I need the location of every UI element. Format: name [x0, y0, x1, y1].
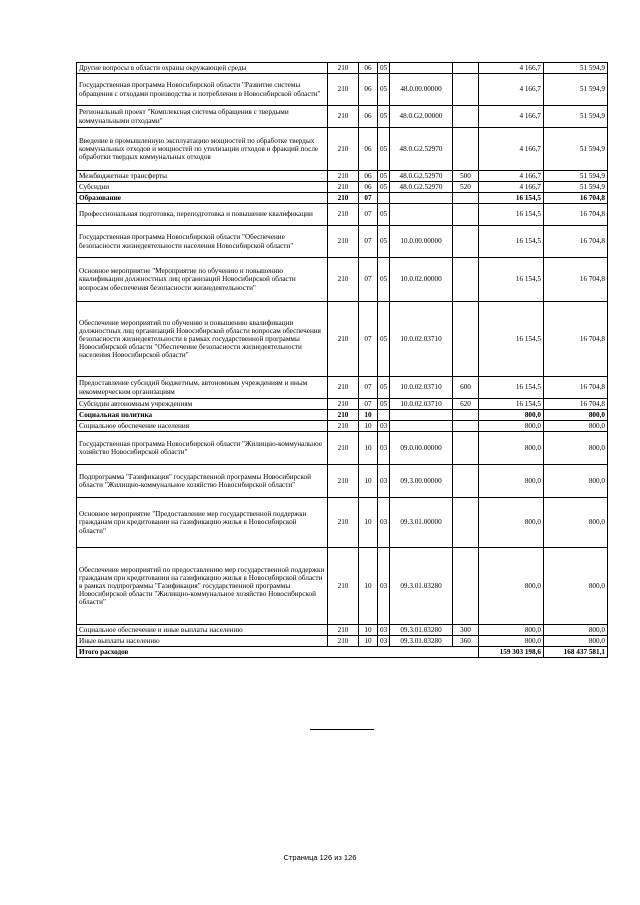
amount-1: 800,0 [479, 548, 544, 625]
code-section: 10 [359, 498, 378, 548]
amount-1: 800,0 [479, 498, 544, 548]
code-section: 10 [359, 465, 378, 498]
amount-1: 16 154,5 [479, 399, 544, 410]
code-subsection [378, 193, 390, 204]
separator-line [310, 729, 374, 730]
row-name: Субсидии автономным учреждениям [77, 399, 328, 410]
code-subsection: 05 [378, 182, 390, 193]
amount-1: 4 166,7 [479, 106, 544, 128]
code-subsection: 05 [378, 106, 390, 128]
amount-1: 800,0 [479, 421, 544, 432]
row-name: Иные выплаты населению [77, 636, 328, 647]
code-subsection: 05 [378, 171, 390, 182]
code-ministry: 210 [328, 625, 359, 636]
code-target-article: 09.3.01.03280 [390, 636, 453, 647]
total-value-2021: 168 437 581,1 [544, 647, 608, 658]
code-ministry: 210 [328, 171, 359, 182]
code-ministry: 210 [328, 204, 359, 226]
row-name: Социальное обеспечение населения [77, 421, 328, 432]
code-ministry: 210 [328, 106, 359, 128]
code-section: 10 [359, 432, 378, 465]
code-subsection: 03 [378, 432, 390, 465]
code-subsection: 05 [378, 377, 390, 399]
code-ministry: 210 [328, 226, 359, 258]
table-body [77, 63, 608, 647]
amount-2: 16 704,8 [544, 204, 608, 226]
code-target-article: 09.3.01.00000 [390, 498, 453, 548]
code-subsection: 03 [378, 465, 390, 498]
code-expense-type [453, 498, 479, 548]
code-section: 10 [359, 625, 378, 636]
table-row [77, 377, 608, 399]
code-target-article [390, 204, 453, 226]
code-expense-type: 500 [453, 171, 479, 182]
code-target-article [390, 193, 453, 204]
amount-1: 16 154,5 [479, 226, 544, 258]
code-ministry: 210 [328, 465, 359, 498]
table-row [77, 63, 608, 74]
code-expense-type [453, 421, 479, 432]
amount-1: 16 154,5 [479, 258, 544, 302]
code-ministry: 210 [328, 421, 359, 432]
code-subsection: 03 [378, 548, 390, 625]
row-name: Предоставление субсидий бюджетным, автономным учреждениям и иным некоммерческим организациям [77, 377, 328, 399]
amount-2: 51 594,9 [544, 182, 608, 193]
table-row [77, 302, 608, 377]
total-row [77, 647, 608, 658]
code-subsection: 05 [378, 258, 390, 302]
code-expense-type [453, 302, 479, 377]
code-subsection: 03 [378, 498, 390, 548]
amount-2: 51 594,9 [544, 106, 608, 128]
code-section: 10 [359, 548, 378, 625]
table-row [77, 498, 608, 548]
code-subsection: 05 [378, 128, 390, 171]
row-name: Основное мероприятие "Предоставление мер государственной поддержки гражданам при кредитовании на газификацию жилья в Новосибирской области" [77, 498, 328, 548]
row-name: Другие вопросы в области охраны окружающей среды [77, 63, 328, 74]
code-section: 07 [359, 226, 378, 258]
table-row [77, 636, 608, 647]
amount-2: 16 704,8 [544, 258, 608, 302]
code-ministry: 210 [328, 399, 359, 410]
code-expense-type [453, 128, 479, 171]
amount-2: 51 594,9 [544, 63, 608, 74]
amount-2: 800,0 [544, 636, 608, 647]
code-expense-type: 620 [453, 399, 479, 410]
code-ministry: 210 [328, 377, 359, 399]
amount-2: 800,0 [544, 432, 608, 465]
code-ministry: 210 [328, 193, 359, 204]
row-name: Субсидии [77, 182, 328, 193]
code-target-article: 10.0.00.00000 [390, 226, 453, 258]
code-target-article: 10.0.02.03710 [390, 399, 453, 410]
row-name: Подпрограмма "Газификация" государственной программы Новосибирской области "Жилищно-коммунальное хозяйство Новосибирской области" [77, 465, 328, 498]
row-name: Государственная программа Новосибирской области "Обеспечение безопасности жизнедеятельности населения Новосибирской области" [77, 226, 328, 258]
code-target-article: 09.3.01.03280 [390, 625, 453, 636]
amount-2: 800,0 [544, 498, 608, 548]
code-target-article: 09.3.01.03280 [390, 548, 453, 625]
table-row [77, 182, 608, 193]
code-expense-type [453, 106, 479, 128]
amount-2: 16 704,8 [544, 377, 608, 399]
row-name: Государственная программа Новосибирской области "Развитие системы обращения с отходами производства и потребления в Новосибирской области" [77, 74, 328, 106]
code-target-article: 10.0.02.00000 [390, 258, 453, 302]
amount-2: 51 594,9 [544, 171, 608, 182]
code-subsection: 03 [378, 625, 390, 636]
code-section: 07 [359, 204, 378, 226]
code-target-article: 48.0.G2.52970 [390, 128, 453, 171]
code-ministry: 210 [328, 182, 359, 193]
row-name: Профессиональная подготовка, переподготовка и повышение квалификации [77, 204, 328, 226]
amount-1: 800,0 [479, 636, 544, 647]
code-target-article: 10.0.02.03710 [390, 377, 453, 399]
table-row [77, 548, 608, 625]
row-name: Региональный проект "Комплексная система обращения с твердыми коммунальными отходами" [77, 106, 328, 128]
code-ministry: 210 [328, 63, 359, 74]
code-target-article: 48.0.G2.52970 [390, 171, 453, 182]
code-target-article: 48.0.G2.00000 [390, 106, 453, 128]
code-section: 06 [359, 128, 378, 171]
row-name: Обеспечение мероприятий по предоставлению мер государственной поддержки гражданам при кредитовании на газификацию жилья в Новосибирской области в рамках подпрограммы "Газификация" государственной программы Новосибирской области "Жилищно-коммунальное хозяйство Новосибирской области" [77, 548, 328, 625]
code-section: 07 [359, 302, 378, 377]
code-target-article [390, 63, 453, 74]
code-ministry: 210 [328, 410, 359, 421]
amount-2: 16 704,8 [544, 399, 608, 410]
table-row [77, 171, 608, 182]
code-expense-type: 300 [453, 625, 479, 636]
code-subsection: 05 [378, 302, 390, 377]
amount-2: 800,0 [544, 410, 608, 421]
amount-1: 4 166,7 [479, 128, 544, 171]
code-subsection [378, 410, 390, 421]
amount-1: 800,0 [479, 410, 544, 421]
table-row [77, 421, 608, 432]
code-ministry: 210 [328, 128, 359, 171]
code-expense-type [453, 548, 479, 625]
amount-1: 800,0 [479, 432, 544, 465]
code-section: 06 [359, 171, 378, 182]
code-section: 10 [359, 636, 378, 647]
amount-2: 800,0 [544, 625, 608, 636]
code-target-article [390, 421, 453, 432]
amount-1: 4 166,7 [479, 171, 544, 182]
budget-table [76, 62, 608, 658]
code-subsection: 05 [378, 74, 390, 106]
code-expense-type [453, 465, 479, 498]
code-ministry: 210 [328, 636, 359, 647]
code-expense-type [453, 432, 479, 465]
code-section: 06 [359, 63, 378, 74]
table-row [77, 128, 608, 171]
row-name: Основное мероприятие "Мероприятие по обучению и повышению квалификации должностных лиц организаций Новосибирской области вопросам обеспечения безопасности жизнедеятельности" [77, 258, 328, 302]
page-footer: Страница 126 из 126 [283, 853, 357, 862]
code-expense-type [453, 204, 479, 226]
code-ministry: 210 [328, 432, 359, 465]
table-row [77, 106, 608, 128]
amount-1: 16 154,5 [479, 193, 544, 204]
amount-1: 4 166,7 [479, 63, 544, 74]
row-name: Образование [77, 193, 328, 204]
table-row [77, 258, 608, 302]
row-name: Введение в промышленную эксплуатацию мощностей по обработке твердых коммунальных отходов и мощностей по утилизации отходов и фракций после обработки твердых коммунальных отходов [77, 128, 328, 171]
code-ministry: 210 [328, 258, 359, 302]
code-section: 07 [359, 377, 378, 399]
table-row [77, 465, 608, 498]
row-name: Социальная политика [77, 410, 328, 421]
code-section: 10 [359, 421, 378, 432]
amount-1: 16 154,5 [479, 302, 544, 377]
total-label: Итого расходов [77, 647, 479, 658]
code-expense-type [453, 258, 479, 302]
code-expense-type: 360 [453, 636, 479, 647]
table-row [77, 432, 608, 465]
row-name: Социальное обеспечение и иные выплаты населению [77, 625, 328, 636]
table-row [77, 625, 608, 636]
code-subsection: 05 [378, 226, 390, 258]
code-section: 07 [359, 193, 378, 204]
amount-1: 4 166,7 [479, 74, 544, 106]
code-expense-type [453, 74, 479, 106]
code-target-article: 09.3.00.00000 [390, 465, 453, 498]
code-subsection: 05 [378, 399, 390, 410]
code-section: 10 [359, 410, 378, 421]
code-expense-type: 520 [453, 182, 479, 193]
amount-1: 16 154,5 [479, 377, 544, 399]
row-name: Обеспечение мероприятий по обучению и повышению квалификации должностных лиц организаций Новосибирской области вопросам обеспечения безопасности жизнедеятельности в рамках государственной программы Новосибирской области "Обеспечение безопасности жизнедеятельности населения Новосибирской области" [77, 302, 328, 377]
code-expense-type [453, 226, 479, 258]
table-row [77, 74, 608, 106]
code-ministry: 210 [328, 302, 359, 377]
code-section: 06 [359, 182, 378, 193]
code-target-article: 48.0.00.00000 [390, 74, 453, 106]
amount-2: 800,0 [544, 465, 608, 498]
table-row [77, 399, 608, 410]
amount-2: 51 594,9 [544, 74, 608, 106]
code-ministry: 210 [328, 498, 359, 548]
row-name: Государственная программа Новосибирской области "Жилищно-коммунальное хозяйство Новосибирской области" [77, 432, 328, 465]
table-row [77, 226, 608, 258]
table-row [77, 193, 608, 204]
amount-1: 4 166,7 [479, 182, 544, 193]
code-subsection: 03 [378, 636, 390, 647]
amount-2: 800,0 [544, 421, 608, 432]
code-section: 07 [359, 258, 378, 302]
amount-2: 800,0 [544, 548, 608, 625]
amount-2: 51 594,9 [544, 128, 608, 171]
code-section: 06 [359, 106, 378, 128]
amount-1: 16 154,5 [479, 204, 544, 226]
code-ministry: 210 [328, 74, 359, 106]
table-row [77, 410, 608, 421]
code-target-article [390, 410, 453, 421]
row-name: Межбюджетные трансферты [77, 171, 328, 182]
amount-2: 16 704,8 [544, 226, 608, 258]
code-target-article: 48.0.G2.52970 [390, 182, 453, 193]
amount-1: 800,0 [479, 465, 544, 498]
amount-2: 16 704,8 [544, 302, 608, 377]
code-section: 07 [359, 399, 378, 410]
code-expense-type: 600 [453, 377, 479, 399]
code-subsection: 05 [378, 204, 390, 226]
code-ministry: 210 [328, 548, 359, 625]
code-section: 06 [359, 74, 378, 106]
amount-2: 16 704,8 [544, 193, 608, 204]
code-expense-type [453, 63, 479, 74]
code-expense-type [453, 410, 479, 421]
code-expense-type [453, 193, 479, 204]
table-row [77, 204, 608, 226]
amount-1: 800,0 [479, 625, 544, 636]
code-target-article: 10.0.02.03710 [390, 302, 453, 377]
total-value-2020: 159 303 198,6 [479, 647, 544, 658]
code-subsection: 05 [378, 63, 390, 74]
code-subsection: 03 [378, 421, 390, 432]
code-target-article: 09.0.00.00000 [390, 432, 453, 465]
